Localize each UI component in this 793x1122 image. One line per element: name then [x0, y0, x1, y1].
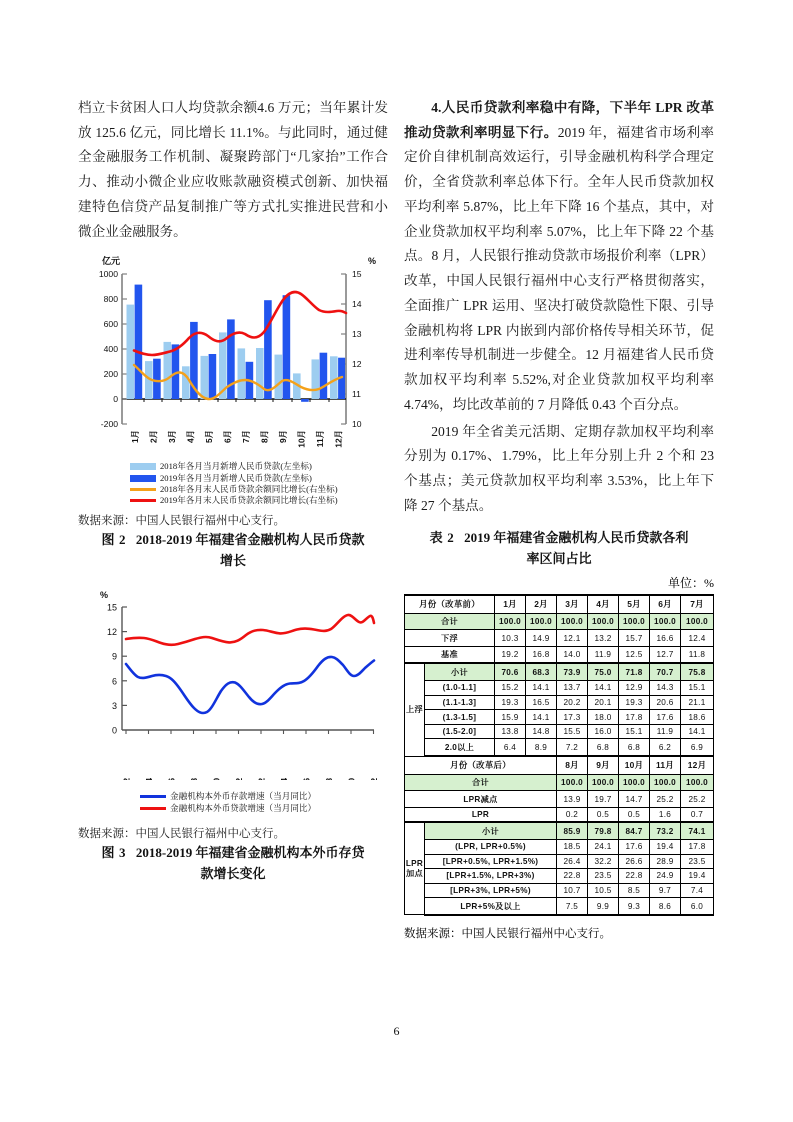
- table-cell: 21.1: [681, 695, 714, 710]
- svg-text:800: 800: [103, 294, 118, 305]
- svg-text:14: 14: [352, 299, 362, 310]
- table-row-label: LPR+5%及以上: [425, 898, 557, 915]
- legend-swatch-loans: [140, 807, 166, 810]
- svg-text:4月: 4月: [185, 430, 196, 444]
- table-cell: 14.1: [526, 710, 557, 725]
- svg-text:2018.10: [212, 778, 222, 780]
- svg-text:2018.04: [144, 778, 154, 780]
- table-cell: 22.8: [557, 869, 588, 884]
- svg-text:1月: 1月: [130, 430, 140, 444]
- table-cell: 13.7: [557, 681, 588, 696]
- table-cell: 6.8: [588, 739, 619, 756]
- table-cell: 84.7: [619, 822, 650, 839]
- table-cell: 100.0: [681, 613, 714, 630]
- table-row-label: 小计: [425, 822, 557, 839]
- table-cell: 100.0: [526, 613, 557, 630]
- left-column: [78, 96, 388, 885]
- table-row-label: (1.3-1.5]: [425, 710, 495, 725]
- table-cell: 15.2: [495, 681, 526, 696]
- table-cell: 6.2: [650, 739, 681, 756]
- table-header-month: 8月: [557, 756, 588, 774]
- table-row: [405, 883, 714, 898]
- table-cell: 20.2: [557, 695, 588, 710]
- page-number: 6: [393, 1024, 400, 1038]
- table-cell: 75.0: [588, 663, 619, 680]
- table-cell: 6.0: [681, 898, 714, 915]
- table-cell: 19.2: [495, 646, 526, 663]
- table-row: [405, 807, 714, 822]
- svg-text:2018.08: [189, 778, 199, 780]
- legend-label: 金融机构本外币存款增速（当月同比）: [170, 791, 317, 802]
- table-cell: 12.5: [619, 646, 650, 663]
- table-cell: 16.5: [526, 695, 557, 710]
- table-row-label: 合计: [405, 774, 557, 791]
- table-row-label: 小计: [425, 663, 495, 680]
- table-row-label: (1.5-2.0]: [425, 724, 495, 739]
- table-cell: 6.9: [681, 739, 714, 756]
- svg-text:2019.12: [369, 778, 379, 780]
- svg-text:2019.04: [279, 778, 289, 780]
- table-cell: 100.0: [588, 774, 619, 791]
- table-cell: 14.1: [681, 724, 714, 739]
- table-row-label: 下浮: [405, 630, 495, 647]
- table-cell: 0.2: [557, 807, 588, 822]
- svg-text:2018.12: [234, 778, 244, 780]
- table-cell: 68.3: [526, 663, 557, 680]
- table-cell: 28.9: [650, 854, 681, 869]
- table-cell: 73.9: [557, 663, 588, 680]
- table-cell: 7.2: [557, 739, 588, 756]
- legend-label: 2018年各月当月新增人民币贷款(左坐标): [160, 461, 312, 472]
- svg-text:2019.10: [347, 778, 357, 780]
- table-row-label: LPR: [405, 807, 557, 822]
- table-cell: 16.6: [650, 630, 681, 647]
- svg-text:10: 10: [352, 419, 362, 430]
- table-header-month: 12月: [681, 756, 714, 774]
- legend-swatch-line-2019: [130, 499, 156, 502]
- table-header-month: 5月: [619, 595, 650, 613]
- svg-text:3: 3: [111, 701, 117, 712]
- svg-text:-200: -200: [100, 419, 118, 430]
- table-cell: 15.7: [619, 630, 650, 647]
- left-intro-paragraph: 档立卡贫困人口人均贷款余额4.6 万元；当年累计发放 125.6 亿元，同比增长 11.1%。与此同时，通过健全金融服务工作机制、凝聚跨部门“几家抬”工作合力、推动小微企业应收账款融资模式创新、加快福建特色信贷产品复制推广等方式扎实推进民营和小微企业金融服务。: [78, 100, 388, 239]
- table-cell: 14.0: [557, 646, 588, 663]
- table-cell: 6.8: [619, 739, 650, 756]
- svg-text:9: 9: [111, 652, 117, 663]
- table-2-caption: [404, 528, 714, 570]
- table-row-header-2: [405, 756, 714, 774]
- legend-swatch-bar-2019: [130, 475, 156, 482]
- table-cell: 14.7: [619, 791, 650, 808]
- table-cell: 8.6: [650, 898, 681, 915]
- table-cell: 14.8: [526, 724, 557, 739]
- table-cell: 13.2: [588, 630, 619, 647]
- table-cell: 9.9: [588, 898, 619, 915]
- legend-swatch-line-2018: [130, 488, 156, 491]
- svg-text:亿元: 亿元: [102, 256, 121, 267]
- table-row: [405, 869, 714, 884]
- svg-text:0: 0: [113, 394, 118, 405]
- svg-text:11: 11: [352, 389, 361, 400]
- table-row-label: (LPR, LPR+0.5%): [425, 839, 557, 854]
- figure-3-caption-number: 图 3: [101, 845, 127, 861]
- table-cell: 11.9: [650, 724, 681, 739]
- table-row-label: [LPR+1.5%, LPR+3%): [425, 869, 557, 884]
- table-cell: 26.6: [619, 854, 650, 869]
- svg-text:%: %: [368, 256, 377, 267]
- table-cell: 19.3: [619, 695, 650, 710]
- svg-text:15: 15: [106, 602, 117, 613]
- table-group-label-lpr: LPR 加点: [405, 822, 425, 915]
- table-cell: 70.6: [495, 663, 526, 680]
- figure-2-caption-text2: 增长: [219, 552, 246, 568]
- table-header-month-post: 月份（改革后）: [405, 756, 557, 774]
- right-paragraph-2: 2019 年全省美元活期、定期存款加权平均利率分别为 0.17%、1.79%，比上年分别上升 2 个和 23 个基点；美元贷款加权平均利率 3.53%，比上年下降 27 个基点。: [404, 423, 714, 513]
- figure-3-line-deposits: [126, 657, 374, 713]
- table-row-label: 基准: [405, 646, 495, 663]
- svg-text:200: 200: [103, 369, 118, 380]
- table-cell: 0.5: [588, 807, 619, 822]
- table-2-rate-intervals: [404, 594, 714, 916]
- legend-item: [140, 803, 388, 814]
- table-cell: 11.8: [681, 646, 714, 663]
- table-cell: 19.3: [495, 695, 526, 710]
- legend-label: 金融机构本外币贷款增速（当月同比）: [170, 802, 317, 813]
- legend-item: [130, 495, 388, 506]
- table-cell: 9.7: [650, 883, 681, 898]
- table-cell: 8.9: [526, 739, 557, 756]
- figure-2-legend: [78, 461, 388, 505]
- table-cell: 14.9: [526, 630, 557, 647]
- svg-text:9月: 9月: [278, 430, 288, 444]
- table-row: [405, 854, 714, 869]
- table-header-month: 10月: [619, 756, 650, 774]
- table-cell: 73.2: [650, 822, 681, 839]
- table-cell: 12.4: [681, 630, 714, 647]
- svg-text:2019.02: [257, 778, 267, 780]
- table-row-header-1: [405, 595, 714, 613]
- svg-text:6: 6: [111, 676, 117, 687]
- figure-3-chart: [78, 585, 388, 785]
- table-cell: 16.8: [526, 646, 557, 663]
- table-cell: 7.4: [681, 883, 714, 898]
- table-row: [405, 898, 714, 915]
- table-row: [405, 822, 714, 839]
- table-row: [405, 710, 714, 725]
- table-cell: 17.8: [619, 710, 650, 725]
- legend-item: [140, 791, 388, 802]
- table-2-caption-text: 2019 年福建省金融机构人民币贷款各利: [464, 530, 689, 546]
- table-row: [405, 630, 714, 647]
- svg-text:11月: 11月: [315, 430, 325, 448]
- table-row-label: (1.0-1.1]: [425, 681, 495, 696]
- table-cell: 18.0: [588, 710, 619, 725]
- figure-2-source: 数据来源：中国人民银行福州中心支行。: [78, 514, 285, 527]
- table-header-month: 7月: [681, 595, 714, 613]
- table-row: [405, 613, 714, 630]
- table-cell: 17.6: [650, 710, 681, 725]
- table-row: [405, 739, 714, 756]
- svg-text:2018.02: [122, 778, 132, 780]
- svg-text:2019.08: [324, 778, 334, 780]
- table-row-label: [LPR+3%, LPR+5%): [425, 883, 557, 898]
- table-header-month: 6月: [650, 595, 681, 613]
- table-cell: 85.9: [557, 822, 588, 839]
- legend-label: 2019年各月末人民币贷款余额同比增长(右坐标): [160, 495, 338, 506]
- table-cell: 15.1: [681, 681, 714, 696]
- table-cell: 79.8: [588, 822, 619, 839]
- table-cell: 0.7: [681, 807, 714, 822]
- svg-text:8月: 8月: [259, 430, 270, 444]
- figure-3-caption-text: 2018-2019 年福建省金融机构本外币存贷: [135, 845, 365, 861]
- figure-3-svg: [78, 585, 388, 780]
- table-cell: 11.9: [588, 646, 619, 663]
- table-row: [405, 681, 714, 696]
- table-cell: 100.0: [619, 774, 650, 791]
- table-row: [405, 663, 714, 680]
- table-cell: 8.5: [619, 883, 650, 898]
- svg-text:1000: 1000: [98, 269, 118, 280]
- table-row: [405, 791, 714, 808]
- table-row: [405, 724, 714, 739]
- table-2-caption-number: 表 2: [429, 530, 455, 546]
- table-cell: 18.5: [557, 839, 588, 854]
- table-header-month: 9月: [588, 756, 619, 774]
- table-cell: 17.3: [557, 710, 588, 725]
- svg-text:5月: 5月: [204, 430, 214, 444]
- right-paragraph-1-heading: 4.人民币贷款利率稳中有降，下半年 LPR 改革推动贷款利率明显下行。: [404, 100, 714, 140]
- table-cell: 23.5: [588, 869, 619, 884]
- table-cell: 100.0: [557, 613, 588, 630]
- table-row-label: LPR减点: [405, 791, 557, 808]
- table-header-month: 3月: [557, 595, 588, 613]
- svg-text:2月: 2月: [148, 430, 159, 444]
- table-cell: 13.8: [495, 724, 526, 739]
- table-cell: 100.0: [619, 613, 650, 630]
- table-row-label: 合计: [405, 613, 495, 630]
- table-cell: 15.5: [557, 724, 588, 739]
- table-row: [405, 646, 714, 663]
- figure-2-caption: [78, 530, 388, 572]
- table-cell: 9.3: [619, 898, 650, 915]
- figure-2-svg: [78, 252, 388, 452]
- table-cell: 19.4: [650, 839, 681, 854]
- table-cell: 24.1: [588, 839, 619, 854]
- figure-3-line-loans: [126, 615, 374, 645]
- table-cell: 70.7: [650, 663, 681, 680]
- table-cell: 18.6: [681, 710, 714, 725]
- table-cell: 7.5: [557, 898, 588, 915]
- svg-text:15: 15: [352, 269, 362, 280]
- table-cell: 100.0: [650, 613, 681, 630]
- table-cell: 6.4: [495, 739, 526, 756]
- table-header-month: 11月: [650, 756, 681, 774]
- figure-2-caption-text: 2018-2019 年福建省金融机构人民币贷款: [135, 531, 365, 547]
- table-cell: 14.3: [650, 681, 681, 696]
- table-cell: 24.9: [650, 869, 681, 884]
- table-row-label: (1.1-1.3]: [425, 695, 495, 710]
- table-cell: 13.9: [557, 791, 588, 808]
- svg-text:%: %: [100, 590, 109, 601]
- table-cell: 23.5: [681, 854, 714, 869]
- table-group-label-upper: 上浮: [405, 663, 425, 756]
- table-cell: 0.5: [619, 807, 650, 822]
- table-cell: 100.0: [588, 613, 619, 630]
- svg-text:2018.06: [167, 778, 177, 780]
- table-row: [405, 839, 714, 854]
- svg-text:0: 0: [111, 725, 117, 736]
- figure-3-source: 数据来源：中国人民银行福州中心支行。: [78, 828, 285, 841]
- legend-swatch-bar-2018: [130, 463, 156, 470]
- table-cell: 19.4: [681, 869, 714, 884]
- legend-label: 2019年各月当月新增人民币贷款(左坐标): [160, 472, 312, 483]
- table-cell: 12.9: [619, 681, 650, 696]
- figure-2-chart: [78, 252, 388, 457]
- figure-3-caption-text2: 款增长变化: [200, 866, 266, 882]
- table-row: [405, 774, 714, 791]
- table-cell: 12.7: [650, 646, 681, 663]
- table-row-label: 2.0以上: [425, 739, 495, 756]
- table-cell: 100.0: [681, 774, 714, 791]
- legend-item: [130, 484, 388, 495]
- figure-3-legend: [78, 791, 388, 813]
- table-cell: 19.7: [588, 791, 619, 808]
- svg-text:600: 600: [103, 319, 118, 330]
- table-header-month-pre: 月份（改革前）: [405, 595, 495, 613]
- table-cell: 1.6: [650, 807, 681, 822]
- svg-text:7月: 7月: [241, 430, 251, 444]
- svg-text:12月: 12月: [333, 430, 344, 449]
- right-paragraph-1-body: 2019 年，福建省市场利率定价自律机制高效运行，引导金融机构科学合理定价，全省贷款利率总体下行。全年人民币贷款加权平均利率 5.87%，比上年下降 16 个基点，其中，对企业贷款加权平均利率 5.07%，比上年下降 22 个基点。8 月，人民银行推动贷款市场报价利率（LPR）改革，中国人民银行福州中心支行严格贯彻落实，全面推广 LPR 运用、坚决打破贷款隐性下限、引导金融机构将 LPR 内嵌到内部价格传导相关环节，促进利率传导机制进一步健全。12 月福建省人民币贷款加权平均利率 5.52%,对企业贷款加权平均利率 4.74%，均比改革前的 7 月降低 0.43 个百分点。: [404, 124, 715, 412]
- figure-2: [78, 252, 388, 571]
- table-cell: 100.0: [495, 613, 526, 630]
- table-cell: 14.1: [588, 681, 619, 696]
- table-cell: 14.1: [526, 681, 557, 696]
- table-cell: 17.8: [681, 839, 714, 854]
- table-2-caption-text2: 率区间占比: [526, 551, 592, 567]
- table-cell: 25.2: [650, 791, 681, 808]
- table-cell: 20.6: [650, 695, 681, 710]
- table-row: [405, 695, 714, 710]
- table-cell: 22.8: [619, 869, 650, 884]
- legend-swatch-deposits: [140, 795, 166, 798]
- table-cell: 12.1: [557, 630, 588, 647]
- svg-text:12: 12: [106, 627, 117, 638]
- svg-text:3月: 3月: [167, 430, 177, 444]
- table-cell: 10.5: [588, 883, 619, 898]
- table-cell: 32.2: [588, 854, 619, 869]
- svg-text:6月: 6月: [222, 430, 233, 444]
- table-header-month: 4月: [588, 595, 619, 613]
- table-row-label: [LPR+0.5%, LPR+1.5%): [425, 854, 557, 869]
- legend-item: [130, 473, 388, 484]
- table-cell: 10.3: [495, 630, 526, 647]
- svg-text:2019.06: [302, 778, 312, 780]
- figure-2-caption-number: 图 2: [101, 531, 127, 547]
- svg-text:12: 12: [352, 359, 362, 370]
- table-cell: 15.9: [495, 710, 526, 725]
- table-cell: 26.4: [557, 854, 588, 869]
- table-cell: 16.0: [588, 724, 619, 739]
- legend-item: [130, 461, 388, 472]
- table-cell: 74.1: [681, 822, 714, 839]
- table-2-source: 数据来源：中国人民银行福州中心支行。: [404, 927, 611, 940]
- svg-text:400: 400: [103, 344, 118, 355]
- table-cell: 17.6: [619, 839, 650, 854]
- table-header-month: 2月: [526, 595, 557, 613]
- table-cell: 100.0: [650, 774, 681, 791]
- table-cell: 71.8: [619, 663, 650, 680]
- legend-label: 2018年各月末人民币贷款余额同比增长(右坐标): [160, 483, 338, 494]
- table-cell: 15.1: [619, 724, 650, 739]
- right-column: [404, 96, 714, 941]
- table-cell: 25.2: [681, 791, 714, 808]
- svg-text:13: 13: [352, 329, 362, 340]
- figure-3-caption: [78, 843, 388, 885]
- right-paragraph-1: [404, 96, 714, 418]
- table-cell: 20.1: [588, 695, 619, 710]
- table-2-unit: 单位：%: [668, 576, 714, 591]
- table-cell: 100.0: [557, 774, 588, 791]
- figure-3: [78, 585, 388, 885]
- table-cell: 75.8: [681, 663, 714, 680]
- table-header-month: 1月: [495, 595, 526, 613]
- table-cell: 10.7: [557, 883, 588, 898]
- svg-text:10月: 10月: [296, 430, 307, 449]
